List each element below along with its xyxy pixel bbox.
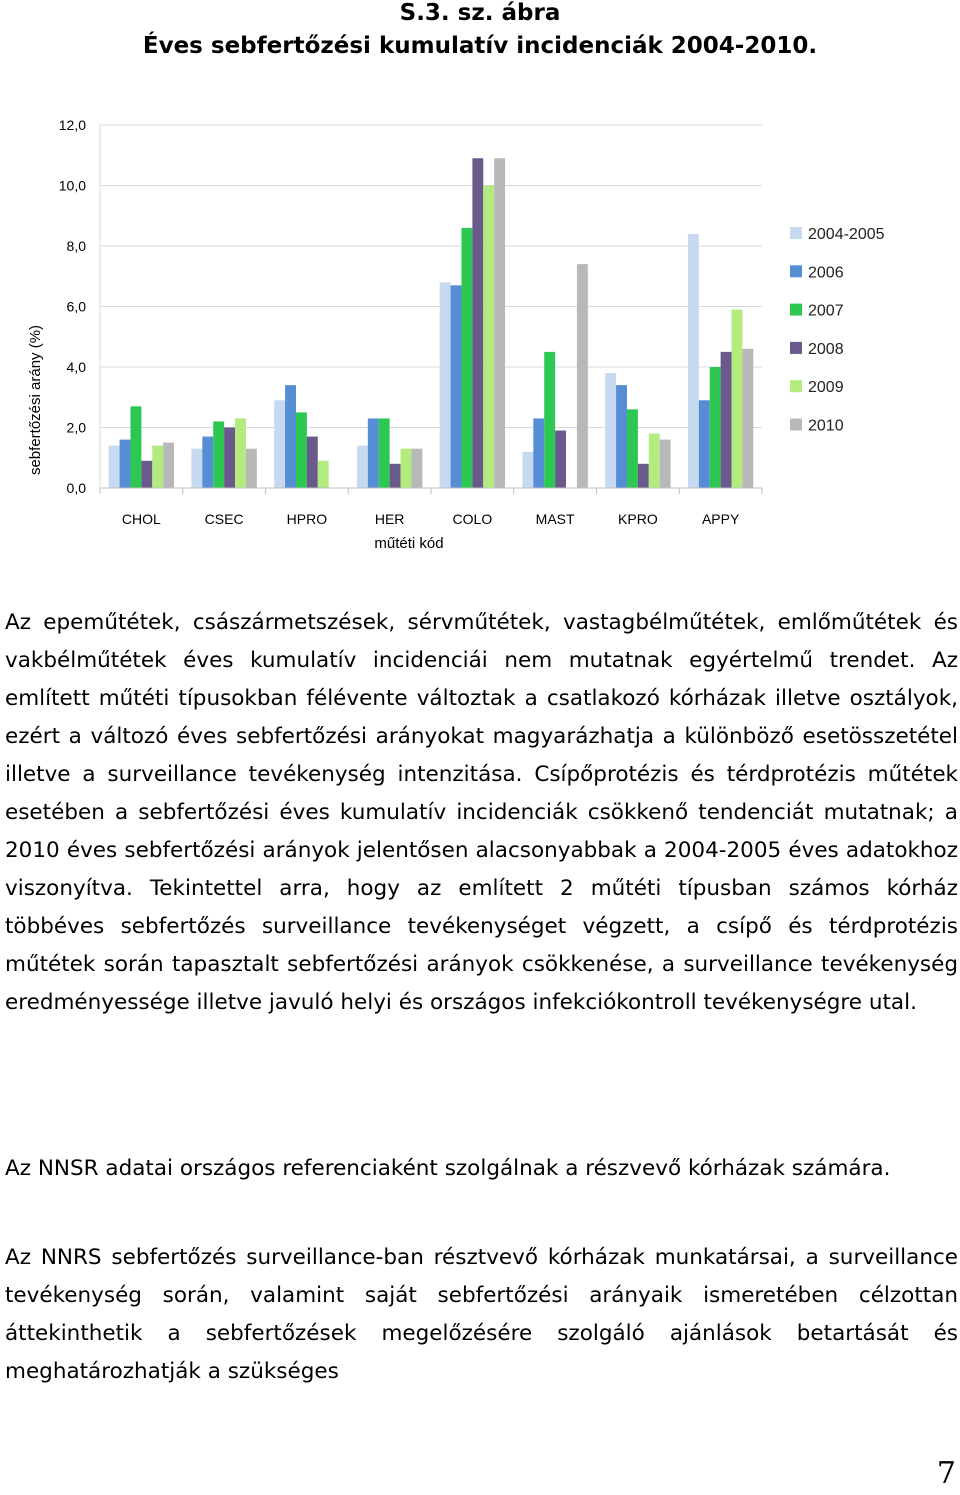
bar-kpro-2009 xyxy=(649,434,660,488)
body-paragraph-hospitals: Az NNRS sebfertőzés surveillance-ban résztvevő kórházak munkatársai, a surveillance tevékenység során, valamint saját sebfertőzési arányaik ismeretében célzottan áttekinthetik a sebfertőzések megelőzésére szolgáló ajánlások betartását és meghatározhatják a szükséges xyxy=(5,1245,958,1384)
x-tick-label: CSEC xyxy=(204,511,244,527)
bar-hpro-2009 xyxy=(318,461,329,488)
bar-her-2010 xyxy=(411,449,422,488)
x-tick-label: COLO xyxy=(452,511,493,527)
bar-colo-2008 xyxy=(472,158,483,488)
bar-chart xyxy=(0,100,960,560)
bar-appy-2010 xyxy=(742,349,753,488)
bar-kpro-2010 xyxy=(660,440,671,488)
legend-label: 2008 xyxy=(808,340,844,358)
y-tick-label: 10,0 xyxy=(58,177,86,194)
bar-kpro-2007 xyxy=(627,409,638,488)
page-number: 7 xyxy=(936,1456,956,1491)
legend-label: 2010 xyxy=(808,417,844,435)
bar-chol-2008 xyxy=(141,461,152,488)
y-tick-label: 12,0 xyxy=(58,117,86,133)
bar-appy-2008 xyxy=(721,352,732,488)
bar-mast-2006 xyxy=(533,418,544,488)
bar-hpro-2008 xyxy=(307,437,318,488)
bar-colo-2010 xyxy=(494,158,505,488)
bar-kpro-2006 xyxy=(616,385,627,488)
bar-hpro-2004-2005 xyxy=(274,400,285,488)
x-tick-label: MAST xyxy=(535,511,575,527)
bar-mast-2008 xyxy=(555,431,566,488)
x-tick-label: HPRO xyxy=(286,511,328,527)
bar-appy-2007 xyxy=(710,367,721,488)
legend-label: 2004-2005 xyxy=(808,226,885,243)
legend-label: 2006 xyxy=(808,264,844,282)
x-tick-label: HER xyxy=(374,511,405,527)
bar-colo-2004-2005 xyxy=(440,282,451,488)
bar-appy-2004-2005 xyxy=(688,234,699,488)
bar-colo-2007 xyxy=(461,228,472,488)
bar-csec-2008 xyxy=(224,428,235,489)
bar-chol-2010 xyxy=(163,443,174,488)
bar-chol-2009 xyxy=(152,446,163,488)
y-tick-label: 6,0 xyxy=(66,298,86,315)
bar-hpro-2007 xyxy=(296,412,307,488)
x-tick-label: CHOL xyxy=(121,511,161,527)
bar-kpro-2004-2005 xyxy=(605,373,616,488)
bar-chol-2004-2005 xyxy=(109,446,120,488)
bar-chol-2006 xyxy=(120,440,131,488)
bar-appy-2006 xyxy=(699,400,710,488)
y-tick-label: 2,0 xyxy=(66,419,86,436)
bar-chol-2007 xyxy=(130,406,141,488)
y-tick-label: 0,0 xyxy=(66,480,86,496)
figure-title: Éves sebfertőzési kumulatív incidenciák 2004-2010. xyxy=(142,33,818,59)
bar-csec-2007 xyxy=(213,421,224,488)
bar-colo-2009 xyxy=(483,186,494,489)
y-tick-label: 8,0 xyxy=(66,238,86,254)
bar-colo-2006 xyxy=(451,285,462,488)
bar-kpro-2008 xyxy=(638,464,649,488)
chart-legend xyxy=(790,226,885,435)
legend-swatch xyxy=(790,304,802,316)
x-axis-label: műtéti kód xyxy=(374,535,444,552)
bar-csec-2004-2005 xyxy=(191,449,202,488)
bar-her-2007 xyxy=(379,418,390,488)
legend-swatch xyxy=(790,265,802,277)
bar-her-2004-2005 xyxy=(357,446,368,488)
bar-mast-2010 xyxy=(577,264,588,488)
bar-her-2009 xyxy=(401,449,412,488)
bar-mast-2004-2005 xyxy=(522,452,533,488)
bar-csec-2010 xyxy=(246,449,257,488)
bar-appy-2009 xyxy=(732,310,743,488)
legend-swatch xyxy=(790,227,802,239)
legend-label: 2009 xyxy=(808,379,844,397)
bar-mast-2007 xyxy=(544,352,555,488)
x-tick-label: APPY xyxy=(701,511,740,527)
figure-number: S.3. sz. ábra xyxy=(399,0,561,26)
bar-hpro-2006 xyxy=(285,385,296,488)
y-tick-label: 4,0 xyxy=(66,359,86,375)
chart-gridlines xyxy=(100,125,762,488)
body-paragraph-trends: Az epeműtétek, császármetszések, sérvműtétek, vastagbélműtétek, emlőműtétek és vakbélműtétek éves kumulatív incidenciái nem mutatnak egyértelmű trendet. Az említett műtéti típusokban félévente változtak a csatlakozó kórházak illetve osztályok, ezért a változó éves sebfertőzési arányokat magyarázhatja a különböző esetösszetétel illetve a surveillance tevékenység intenzitása. Csípőprotézis és térdprotézis műtétek esetében a sebfertőzési éves kumulatív incidenciák csökkenő tendenciát mutatnak; a 2010 éves sebfertőzési arányok jelentősen alacsonyabbak a 2004-2005 éves adatokhoz viszonyítva. Tekintettel arra, hogy az említett 2 műtéti típusban számos kórház többéves sebfertőzés surveillance tevékenységet végzett, a csípő és térdprotézis műtétek során tapasztalt sebfertőzési arányok csökkenése, a surveillance tevékenység eredményessége illetve javuló helyi és országos infekciókontroll tevékenységre utal. xyxy=(5,610,958,1015)
x-tick-label: KPRO xyxy=(618,511,658,527)
bar-her-2006 xyxy=(368,418,379,488)
body-paragraph-reference: Az NNSR adatai országos referenciaként szolgálnak a részvevő kórházak számára. xyxy=(5,1156,891,1181)
chart-bars xyxy=(109,158,754,488)
legend-swatch xyxy=(790,419,802,431)
legend-swatch xyxy=(790,380,802,392)
bar-csec-2009 xyxy=(235,418,246,488)
legend-swatch xyxy=(790,342,802,354)
y-axis-label: sebfertőzési arány (%) xyxy=(27,324,44,476)
legend-label: 2007 xyxy=(808,302,844,320)
bar-her-2008 xyxy=(390,464,401,488)
bar-csec-2006 xyxy=(202,437,213,488)
